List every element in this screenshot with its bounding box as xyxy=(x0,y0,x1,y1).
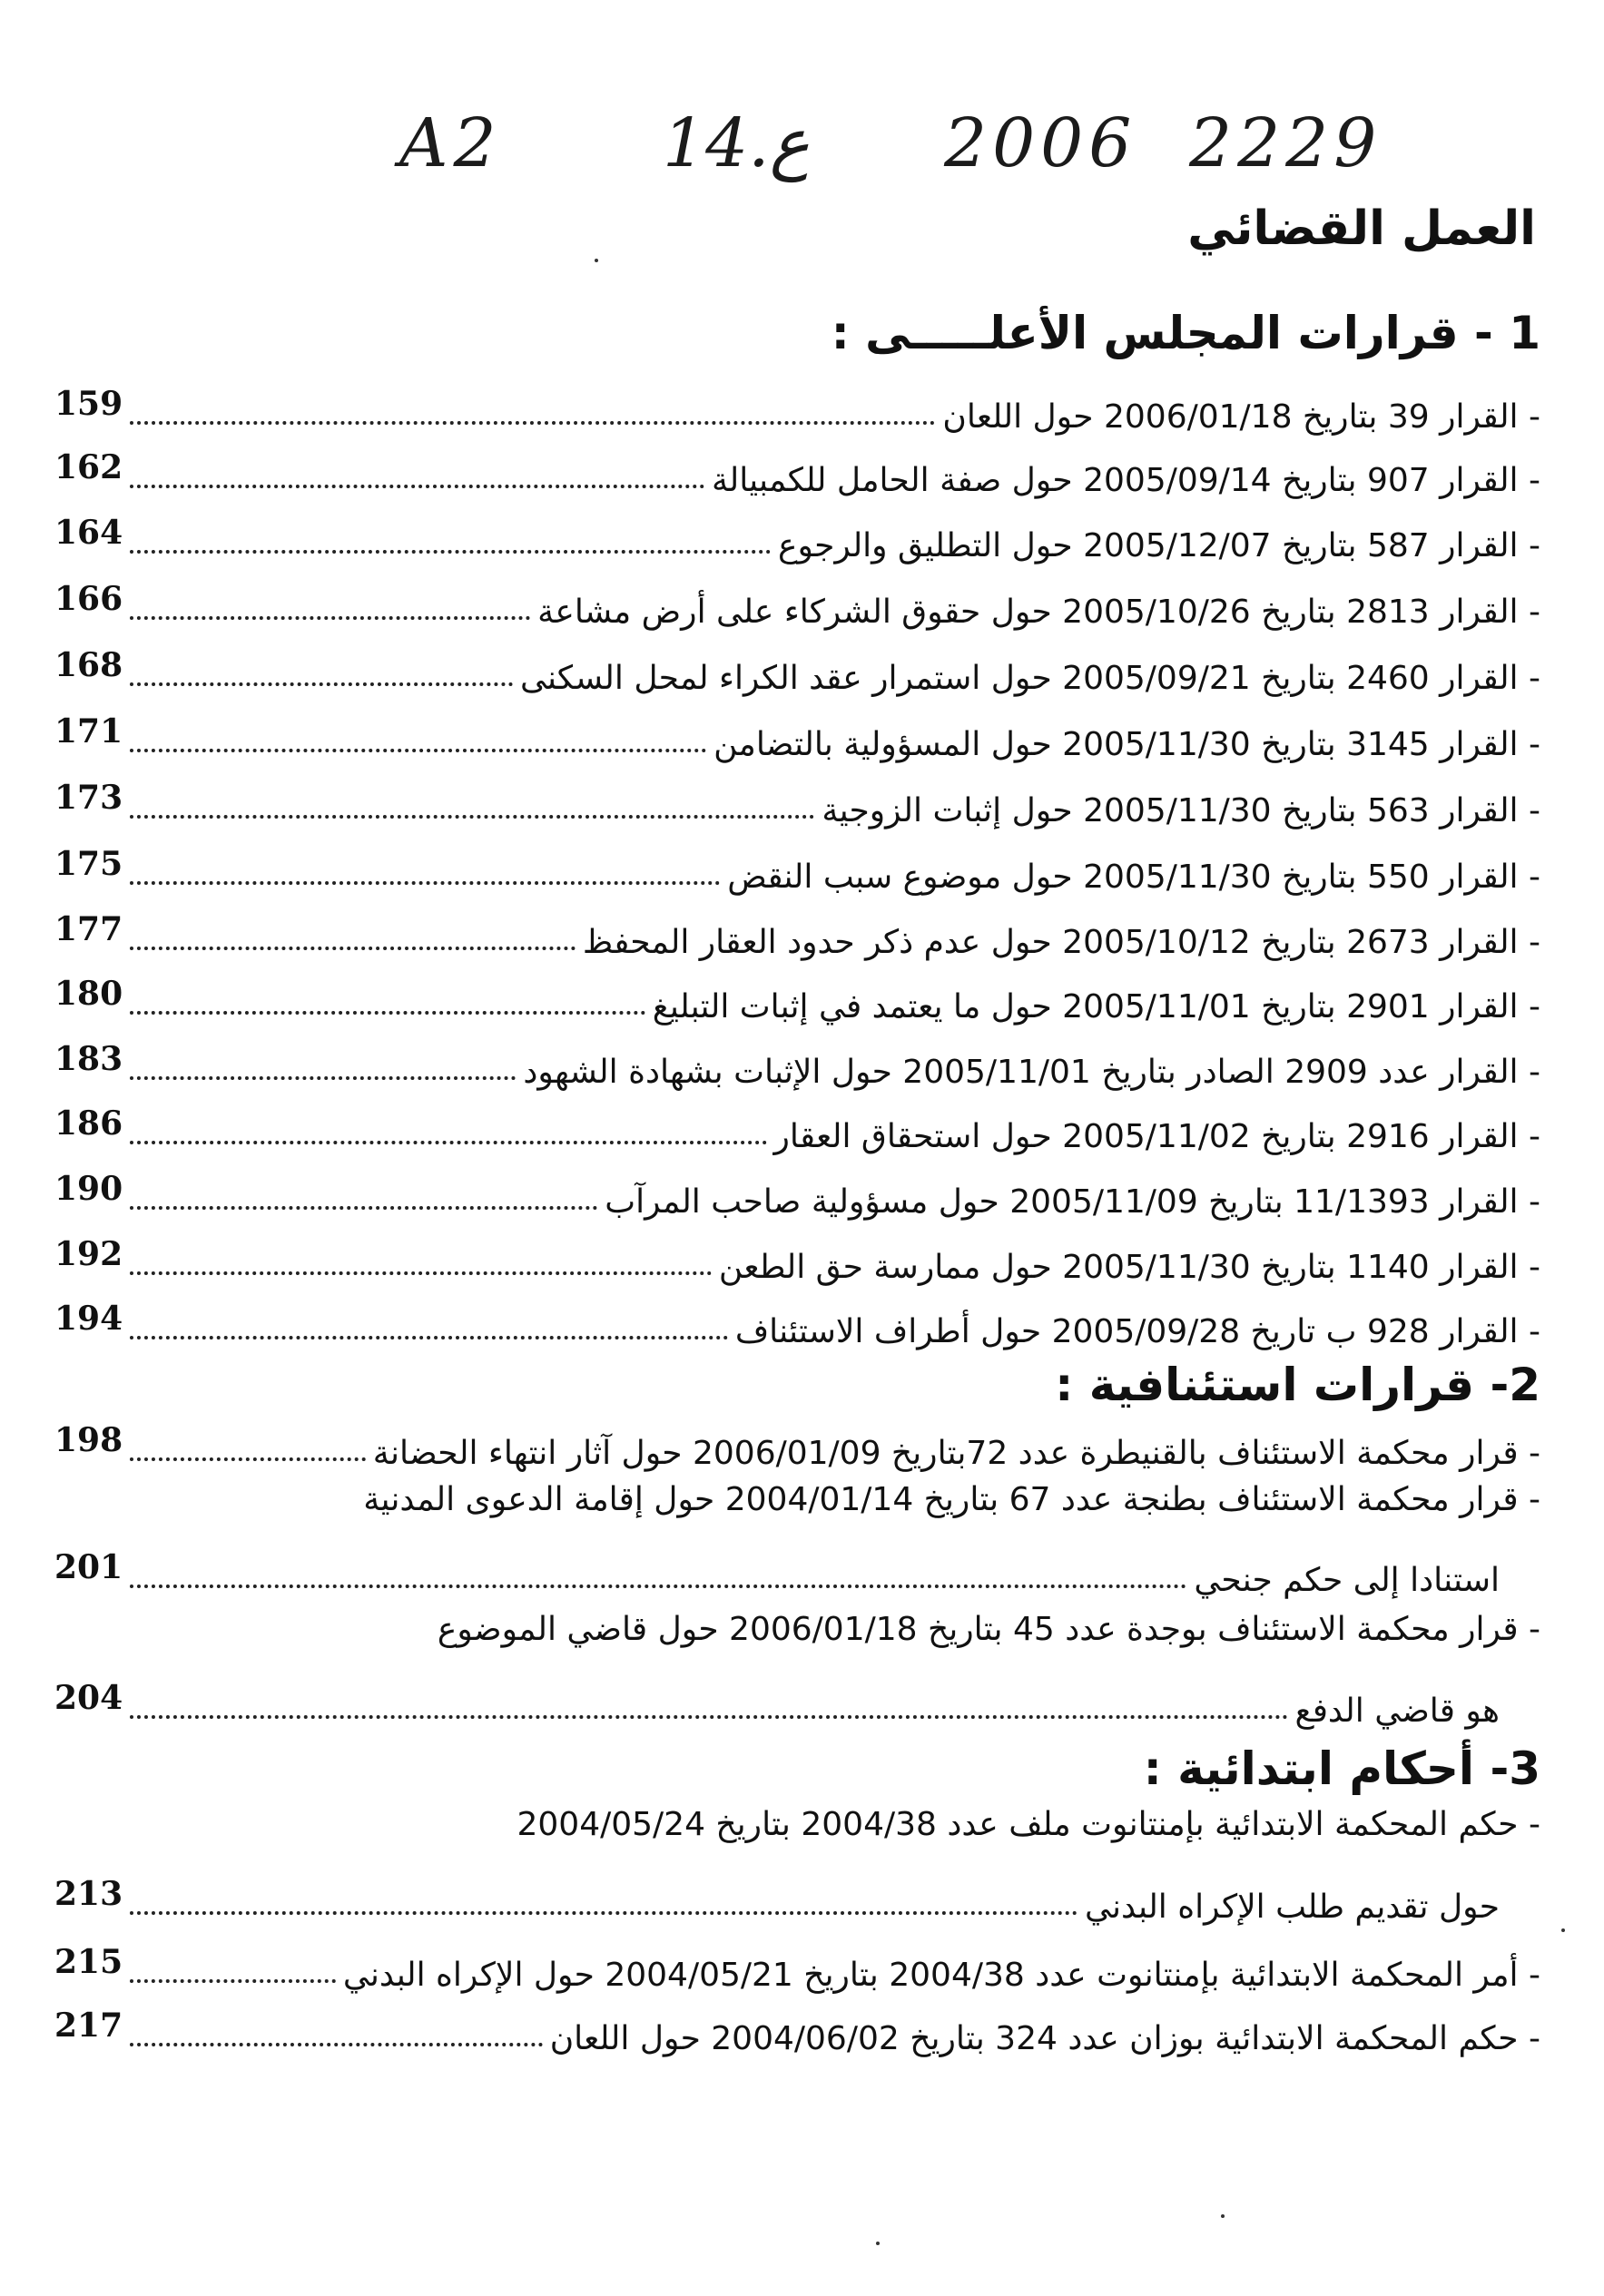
toc-entry-text: - القرار عدد 2909 الصادر بتاريخ 2005/11/01 حول الإثبات بشهادة الشهود xyxy=(523,1053,1540,1091)
toc-entry-page: 215 xyxy=(54,1942,123,1981)
toc-entry-text: - أمر المحكمة الابتدائية بإمنتانوت عدد 2004/38 بتاريخ 2004/05/21 حول الإكراه البدني xyxy=(342,1956,1540,1994)
toc-entry-page: 168 xyxy=(54,645,123,684)
toc-entry-text: - قرار محكمة الاستئناف بالقنيطرة عدد 72بتاريخ 2006/01/09 حول آثار انتهاء الحضانة xyxy=(372,1434,1540,1472)
dot-leader xyxy=(130,1206,597,1210)
toc-entry-text: - القرار 1140 بتاريخ 2005/11/30 حول ممارسة حق الطعن xyxy=(718,1248,1540,1286)
toc-entry xyxy=(54,773,1540,829)
toc-entry-text: - قرار محكمة الاستئناف بطنجة عدد 67 بتاريخ 2004/01/14 حول إقامة الدعوى المدنية xyxy=(363,1481,1540,1518)
toc-entry xyxy=(54,1294,1540,1350)
toc-entry-page: 159 xyxy=(54,384,123,423)
scan-speck xyxy=(595,259,598,262)
dot-leader xyxy=(130,682,513,686)
dot-leader xyxy=(130,1336,728,1339)
dot-leader xyxy=(130,2043,543,2046)
dot-leader xyxy=(130,1911,1078,1915)
dot-leader xyxy=(130,947,576,950)
toc-entry-text: - القرار 2916 بتاريخ 2005/11/02 حول استحقاق العقار xyxy=(773,1117,1540,1155)
toc-entry-text: - القرار 2460 بتاريخ 2005/09/21 حول استمرار عقد الكراء لمحل السكنى xyxy=(520,659,1540,697)
toc-entry-page: 180 xyxy=(54,974,123,1013)
dot-leader xyxy=(130,550,771,554)
toc-entry xyxy=(54,508,1540,564)
section-title-first-instance: 3- أحكام ابتدائية : xyxy=(1143,1742,1540,1795)
toc-entry-page: 198 xyxy=(54,1420,123,1459)
toc-entry-page: 173 xyxy=(54,778,123,817)
toc-entry-text: - القرار 928 ب تاريخ 2005/09/28 حول أطراف الاستئناف xyxy=(734,1312,1540,1350)
toc-entry-text-continued: استنادا إلى حكم جنحي xyxy=(1194,1561,1500,1599)
dot-leader xyxy=(130,1585,1186,1588)
scan-speck xyxy=(1221,2214,1225,2218)
toc-entry xyxy=(54,2001,1540,2057)
toc-entry xyxy=(54,707,1540,763)
toc-entry-text: - القرار 2901 بتاريخ 2005/11/01 حول ما يعتمد في إثبات التبليغ xyxy=(652,987,1540,1025)
toc-entry-page: 192 xyxy=(54,1234,123,1273)
toc-entry xyxy=(54,969,1540,1025)
toc-entry-page: 217 xyxy=(54,2006,123,2045)
toc-entry-text: - القرار 550 بتاريخ 2005/11/30 حول موضوع سبب النقض xyxy=(727,858,1540,896)
toc-entry xyxy=(54,1099,1540,1155)
toc-entry xyxy=(54,574,1540,631)
dot-leader xyxy=(130,616,530,620)
toc-entry xyxy=(54,839,1540,896)
dot-leader xyxy=(130,1715,1287,1719)
toc-entry-page: 204 xyxy=(54,1678,123,1717)
section-title-appeals: 2- قرارات استئنافية : xyxy=(1055,1359,1540,1411)
dot-leader xyxy=(130,1076,516,1080)
toc-entry-text-continued: هو قاضي الدفع xyxy=(1294,1692,1500,1730)
toc-entry xyxy=(54,1035,1540,1091)
toc-entry-text: - حكم المحكمة الابتدائية بوزان عدد 324 بتاريخ 2004/06/02 حول اللعان xyxy=(549,2019,1540,2057)
toc-entry-page: 177 xyxy=(54,909,123,948)
toc-entry-text: - القرار 3145 بتاريخ 2005/11/30 حول المسؤولية بالتضامن xyxy=(713,725,1540,763)
handwritten-code: A2 xyxy=(399,104,502,182)
dot-leader xyxy=(130,1457,366,1461)
page-heading: العمل القضائي xyxy=(1187,201,1536,256)
toc-entry xyxy=(54,1938,1540,1994)
toc-entry-page: 171 xyxy=(54,711,123,751)
toc-entry xyxy=(54,1543,1540,1599)
toc-entry-page: 162 xyxy=(54,447,123,486)
toc-entry xyxy=(54,443,1540,499)
toc-entry-text-continued: حول تقديم طلب الإكراه البدني xyxy=(1085,1888,1500,1926)
toc-entry xyxy=(54,1416,1540,1472)
dot-leader xyxy=(130,485,704,488)
dot-leader xyxy=(130,421,935,425)
toc-entry-page: 213 xyxy=(54,1874,123,1913)
toc-entry-page: 190 xyxy=(54,1169,123,1208)
toc-entry-text: - قرار محكمة الاستئناف بوجدة عدد 45 بتاريخ 2006/01/18 حول قاضي الموضوع xyxy=(437,1611,1540,1648)
toc-entry-page: 166 xyxy=(54,579,123,618)
section-title-supreme-council: 1 - قرارات المجلس الأعلـــــى : xyxy=(831,307,1540,359)
scan-speck xyxy=(876,2242,880,2245)
toc-entry xyxy=(54,1673,1540,1730)
toc-entry-text: - القرار 587 بتاريخ 2005/12/07 حول التطليق والرجوع xyxy=(778,526,1540,564)
toc-entry-page: 201 xyxy=(54,1547,123,1586)
scan-speck xyxy=(1561,1928,1565,1932)
dot-leader xyxy=(130,815,814,819)
handwritten-id: 2229 xyxy=(1189,104,1383,182)
toc-entry-page: 194 xyxy=(54,1299,123,1338)
toc-entry-page: 183 xyxy=(54,1039,123,1078)
toc-entry-text: - القرار 11/1393 بتاريخ 2005/11/09 حول مسؤولية صاحب المرآب xyxy=(605,1182,1540,1221)
dot-leader xyxy=(130,881,720,885)
toc-entry-text: - القرار 2673 بتاريخ 2005/10/12 حول عدم ذكر حدود العقار المحفظ xyxy=(582,923,1540,961)
toc-entry-page: 164 xyxy=(54,513,123,552)
toc-entry-text: - حكم المحكمة الابتدائية بإمنتانوت ملف عدد 2004/38 بتاريخ 2004/05/24 xyxy=(517,1806,1540,1843)
toc-entry xyxy=(54,379,1540,436)
dot-leader xyxy=(130,1271,712,1275)
toc-entry xyxy=(54,905,1540,961)
toc-entry-page: 175 xyxy=(54,844,123,883)
handwritten-number: 14.ع xyxy=(663,104,810,182)
toc-entry-text: - القرار 563 بتاريخ 2005/11/30 حول إثبات الزوجية xyxy=(822,791,1540,829)
toc-entry xyxy=(54,1230,1540,1286)
dot-leader xyxy=(130,749,706,752)
toc-entry-text: - القرار 2813 بتاريخ 2005/10/26 حول حقوق الشركاء على أرض مشاعة xyxy=(537,593,1540,631)
dot-leader xyxy=(130,1011,645,1015)
toc-entry xyxy=(54,1869,1540,1926)
toc-entry-page: 186 xyxy=(54,1104,123,1143)
handwritten-year: 2006 xyxy=(944,104,1137,182)
dot-leader xyxy=(130,1141,766,1144)
toc-entry-text: - القرار 39 بتاريخ 2006/01/18 حول اللعان xyxy=(942,397,1540,436)
handwritten-reference xyxy=(399,104,1489,213)
toc-entry xyxy=(54,1164,1540,1221)
toc-entry-text: - القرار 907 بتاريخ 2005/09/14 حول صفة الحامل للكمبيالة xyxy=(711,461,1540,499)
dot-leader xyxy=(130,1979,336,1983)
toc-entry xyxy=(54,641,1540,697)
